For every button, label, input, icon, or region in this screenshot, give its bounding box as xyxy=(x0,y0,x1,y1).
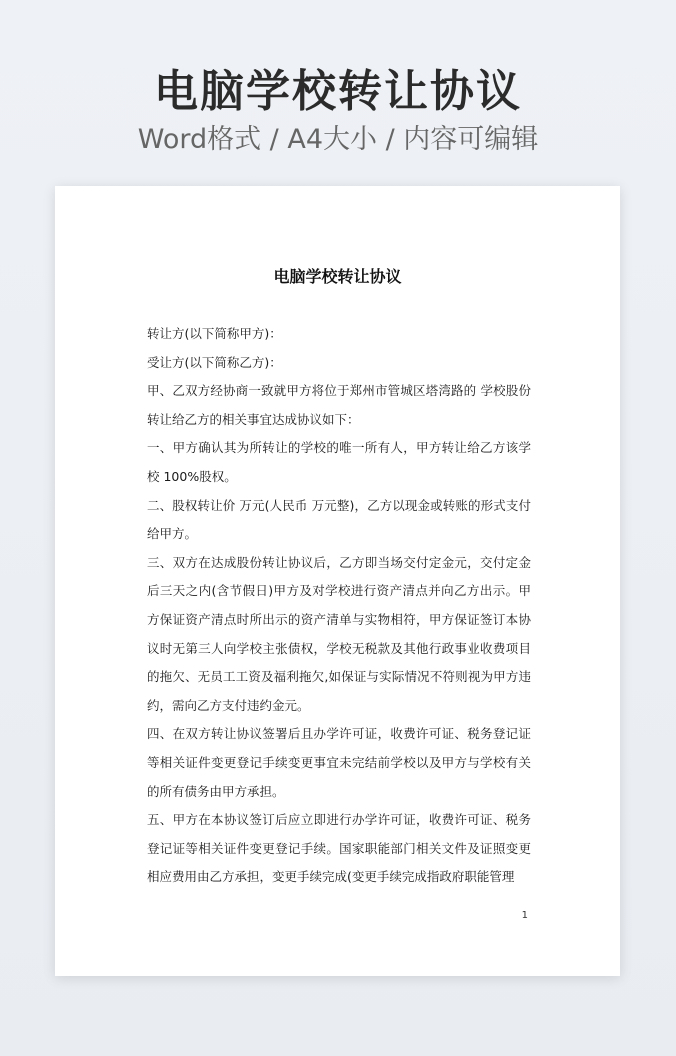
document-body xyxy=(147,320,531,892)
document-page xyxy=(55,186,620,976)
banner-subtitle: Word格式 / A4大小 / 内容可编辑 xyxy=(137,124,539,155)
clause-3: 三、双方在达成股份转让协议后，乙方即当场交付定金元，交付定金后三天之内(含节假日)甲方及对学校进行资产清点并向乙方出示。甲方保证资产清点时所出示的资产清单与实物相符，甲方保证签订本协议时无第三人向学校主张债权，学校无税款及其他行政事业收费项目的拖欠、无员工工资及福利拖欠,如保证与实际情况不符则视为甲方违约，需向乙方支付违约金元。 xyxy=(147,554,531,713)
document-title: 电脑学校转让协议 xyxy=(273,267,402,286)
clause-4: 四、在双方转让协议签署后且办学许可证，收费许可证、税务登记证等相关证件变更登记手续变更事宜未完结前学校以及甲方与学校有关的所有债务由甲方承担。 xyxy=(147,726,531,799)
party-b-line: 受让方(以下简称乙方)： xyxy=(147,354,282,370)
banner xyxy=(0,64,676,158)
page-number: 1 xyxy=(521,910,528,921)
clause-1: 一、甲方确认其为所转让的学校的唯一所有人，甲方转让给乙方该学校 100%股权。 xyxy=(147,440,531,484)
party-a-line: 转让方(以下简称甲方)： xyxy=(147,326,282,341)
preamble-paragraph: 甲、乙双方经协商一致就甲方将位于郑州市管城区塔湾路的 学校股份转让给乙方的相关事宜达成协议如下： xyxy=(147,383,531,427)
banner-title: 电脑学校转让协议 xyxy=(154,66,522,117)
clause-5: 五、甲方在本协议签订后应立即进行办学许可证，收费许可证、税务登记证等相关证件变更登记手续。国家职能部门相关文件及证照变更相应费用由乙方承担，变更手续完成(变更手续完成指政府职能管理 xyxy=(147,812,531,885)
clause-2: 二、股权转让价 万元(人民币 万元整)，乙方以现金或转账的形式支付给甲方。 xyxy=(147,497,531,542)
